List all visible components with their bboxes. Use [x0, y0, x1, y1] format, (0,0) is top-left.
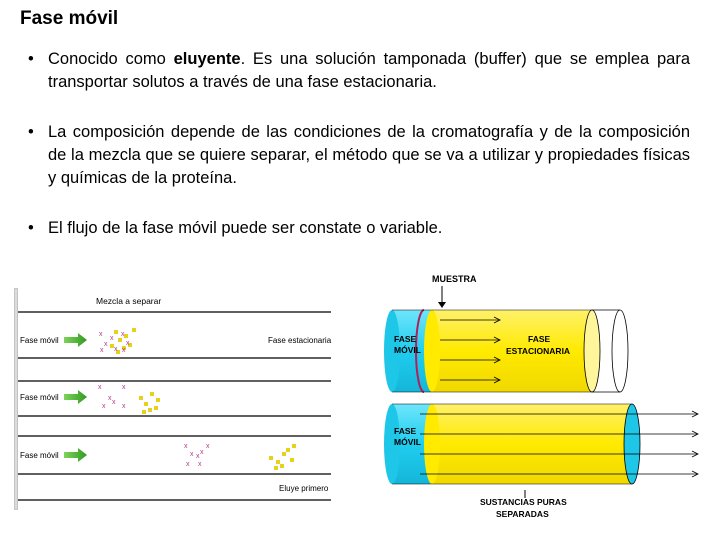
mobile-phase-label: FASE: [394, 426, 417, 436]
mobile-phase-label: FASE: [394, 334, 417, 344]
sample-label: MUESTRA: [432, 274, 477, 284]
particle-square: [124, 334, 128, 338]
elutes-first-label: Eluye primero: [279, 484, 329, 493]
mobile-phase-label: MÓVIL: [394, 437, 421, 447]
particle-square: [290, 458, 294, 462]
stationary-phase-label: FASE: [528, 334, 551, 344]
particle-cross: x: [98, 384, 102, 391]
bullet-composition: [28, 121, 690, 190]
particle-square: [118, 338, 122, 342]
particle-square: [292, 444, 296, 448]
separated-cluster: [184, 443, 296, 470]
mixture-cluster: [99, 328, 136, 354]
bullet-text-part: Conocido como: [48, 50, 174, 68]
mobile-phase-label: MÓVIL: [394, 345, 421, 355]
partially-separated-cluster: [98, 384, 160, 414]
bullet-text-part: . Es una solución tamponada (buffer) que se emplea para transportar solutos a través de una fase estacionaria.: [48, 50, 691, 91]
particle-cross: x: [126, 340, 130, 347]
particle-cross: x: [114, 346, 118, 353]
particle-cross: x: [121, 331, 125, 338]
cylinder-end: [584, 310, 600, 392]
particle-cross: x: [110, 335, 114, 342]
particle-cross: x: [122, 384, 126, 391]
particle-square: [154, 406, 158, 410]
particle-square: [114, 330, 118, 334]
flow-arrow: [64, 448, 87, 462]
particle-cross: x: [122, 403, 126, 410]
mobile-phase-label: Fase móvil: [20, 393, 59, 402]
particle-square: [132, 328, 136, 332]
particle-cross: x: [102, 403, 106, 410]
flow-arrow: [64, 333, 87, 347]
stationary-phase-label: Fase estacionaria: [268, 336, 332, 345]
particle-square: [276, 460, 280, 464]
bullet-marker: •: [28, 219, 34, 237]
particle-cross: x: [112, 399, 116, 406]
particle-square: [156, 398, 160, 402]
bullet-text: La composición depende de las condiciones de la cromatografía y de la composición de la mezcla que se quiere separar, el método que se va a utilizar y propiedades físicas y químicas de la proteína.: [48, 123, 690, 187]
separation-diagram: [14, 288, 336, 510]
bullet-marker: •: [28, 123, 34, 141]
particle-cross: x: [186, 461, 190, 468]
bullet-bold-term: eluyente: [173, 50, 241, 68]
eluted-band: [624, 404, 640, 484]
particle-cross: x: [206, 443, 210, 450]
particle-cross: x: [104, 341, 108, 348]
particle-cross: x: [196, 453, 200, 460]
particle-cross: x: [200, 449, 204, 456]
particle-square: [280, 464, 284, 468]
mix-label: Mezcla a separar: [96, 296, 162, 306]
particle-cross: x: [122, 347, 126, 354]
bullet-text: El flujo de la fase móvil puede ser constate o variable.: [48, 219, 443, 237]
particle-square: [150, 392, 154, 396]
bullet-marker: •: [28, 50, 34, 68]
mobile-phase-label: Fase móvil: [20, 336, 59, 345]
particle-square: [142, 410, 146, 414]
particle-square: [139, 396, 143, 400]
particle-square: [286, 448, 290, 452]
bullet-text: [48, 48, 690, 94]
particle-cross: x: [198, 461, 202, 468]
particle-cross: x: [99, 331, 103, 338]
particle-square: [269, 456, 273, 460]
flow-arrow: [64, 390, 87, 404]
stationary-phase-label: ESTACIONARIA: [506, 346, 571, 356]
bullet-flow: [28, 217, 690, 240]
particle-square: [144, 402, 148, 406]
phase-boundary: [424, 404, 440, 484]
particle-square: [148, 408, 152, 412]
mobile-phase-label: Fase móvil: [20, 451, 59, 460]
column-diagram: [380, 268, 710, 528]
sample-arrow-head: [438, 302, 446, 308]
particle-cross: x: [184, 443, 188, 450]
particle-cross: x: [108, 395, 112, 402]
particle-square: [282, 452, 286, 456]
pure-substances-label: SEPARADAS: [496, 509, 549, 519]
phase-boundary: [424, 310, 440, 392]
particle-cross: x: [100, 347, 104, 354]
particle-square: [274, 466, 278, 470]
stationary-phase-region: [432, 404, 632, 484]
slide-title: Fase móvil: [20, 8, 119, 29]
column-outline: [612, 310, 628, 392]
particle-cross: x: [190, 451, 194, 458]
bullet-eluent: [28, 48, 690, 94]
pure-substances-label: SUSTANCIAS PURAS: [480, 497, 567, 507]
